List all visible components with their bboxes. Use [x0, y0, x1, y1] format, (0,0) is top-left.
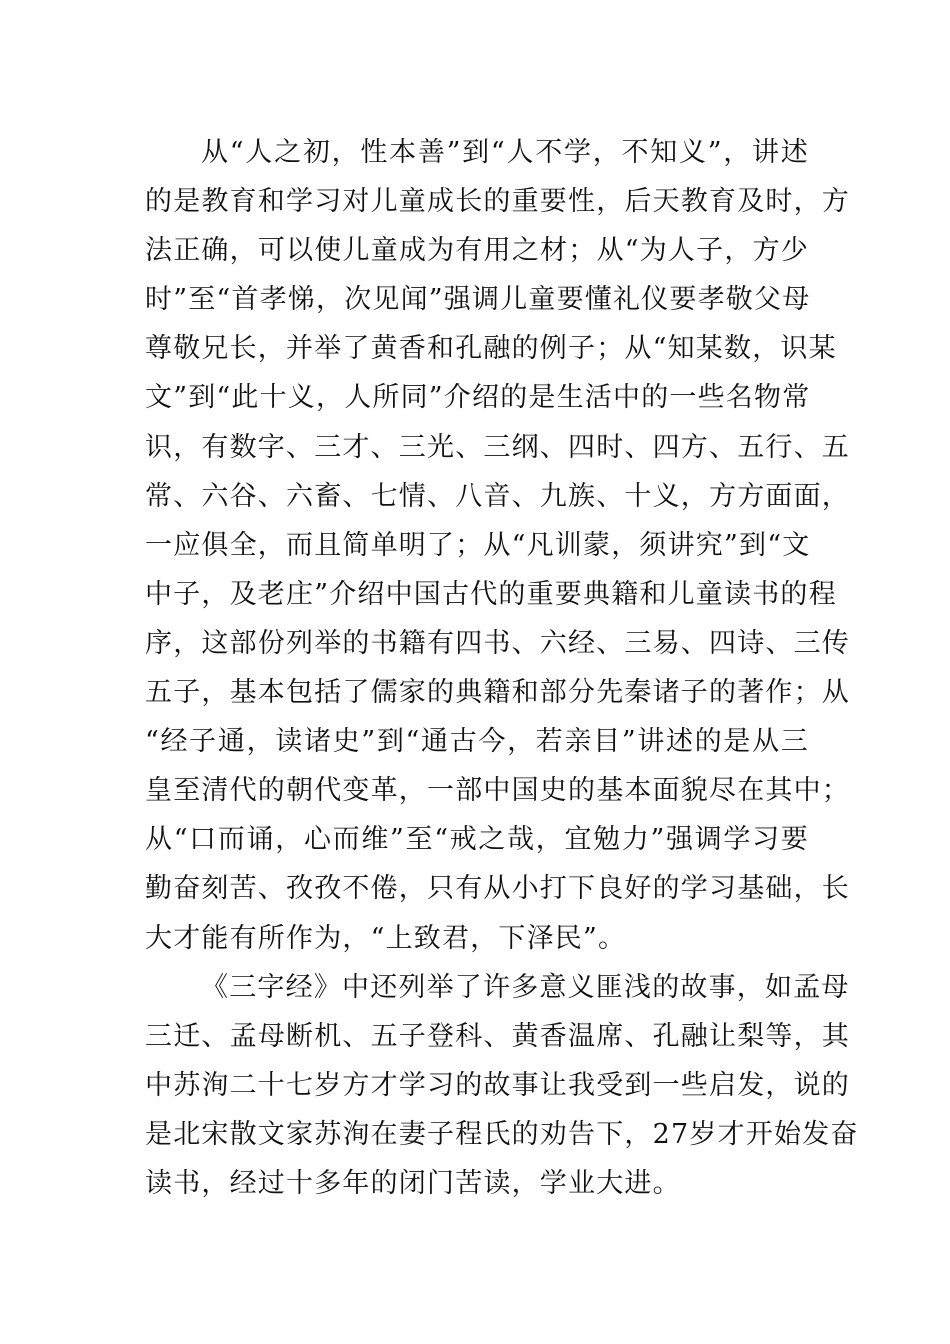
text-line: 法正确，可以使儿童成为有用之材；从“为人子，方少	[145, 235, 809, 267]
text-line: 《三字经》中还列举了许多意义匪浅的故事，如孟母	[201, 971, 850, 1003]
text-line: 尊敬兄长，并举了黄香和孔融的例子；从“知某数，识某	[145, 333, 837, 365]
text-line: 读书，经过十多年的闭门苦读，学业大进。	[145, 1167, 681, 1199]
text-line: 的是教育和学习对儿童成长的重要性，后天教育及时，方	[145, 186, 850, 218]
text-line: 文”到“此十义，人所同”介绍的是生活中的一些名物常	[145, 382, 811, 414]
text-line: 三迁、孟母断机、五子登科、黄香温席、孔融让梨等，其	[145, 1020, 850, 1052]
text-line: 五子，基本包括了儒家的典籍和部分先秦诸子的著作；从	[145, 677, 850, 709]
document-page	[145, 128, 859, 1208]
text-line: 一应俱全，而且简单明了；从“凡训蒙，须讲究”到“文	[145, 529, 811, 561]
text-line: 从“人之初，性本善”到“人不学，不知义”，讲述	[201, 137, 809, 168]
paragraph-1	[145, 128, 850, 963]
text-line: 常、六谷、六畜、七情、八音、九族、十义，方方面面，	[145, 480, 850, 512]
text-line: “经子通，读诸史”到“通古今，若亲目”讲述的是从三	[145, 726, 809, 758]
text-line: 勤奋刻苦、孜孜不倦，只有从小打下良好的学习基础，长	[145, 873, 850, 905]
text-line: 中子，及老庄”介绍中国古代的重要典籍和儿童读书的程	[145, 578, 837, 610]
text-line: 皇至清代的朝代变革，一部中国史的基本面貌尽在其中；	[145, 775, 850, 807]
text-line: 识，有数字、三才、三光、三纲、四时、四方、五行、五	[145, 431, 850, 463]
text-line: 序，这部份列举的书籍有四书、六经、三易、四诗、三传	[145, 627, 850, 659]
text-line: 是北宋散文家苏洵在妻子程氏的劝告下，27岁才开始发奋	[145, 1118, 859, 1150]
text-line: 中苏洵二十七岁方才学习的故事让我受到一些启发，说的	[145, 1069, 850, 1101]
text-line: 时”至“首孝悌，次见闻”强调儿童要懂礼仪要孝敬父母	[145, 284, 811, 316]
paragraph-2	[145, 963, 859, 1208]
text-line: 从“口而诵，心而维”至“戒之哉，宜勉力”强调学习要	[145, 824, 809, 856]
text-line: 大才能有所作为，“上致君，下泽民”。	[145, 922, 627, 954]
